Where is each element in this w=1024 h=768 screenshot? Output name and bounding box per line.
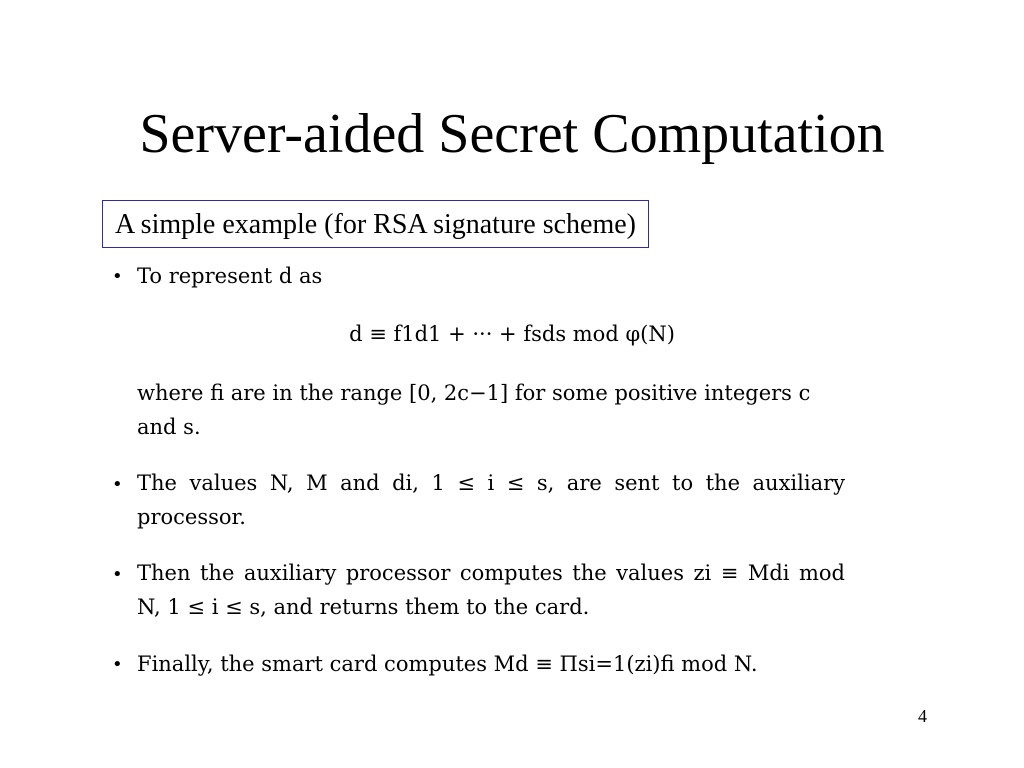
page-number: 4: [918, 706, 927, 726]
bullet-dot: •: [112, 654, 123, 675]
bullet-dot: •: [112, 474, 123, 495]
bullet-2-text: The values N, M and di, 1 ≤ i ≤ s, are sent to the auxiliary processor.: [137, 471, 845, 529]
bullet-1-formula: d ≡ f1d1 + ··· + fsds mod φ(N): [349, 322, 675, 346]
slide-title: Server-aided Secret Computation: [139, 103, 885, 165]
bullet-1-text: To represent d as: [137, 264, 323, 288]
bullet-3-text: Then the auxiliary processor computes the values zi ≡ Mdi mod N, 1 ≤ i ≤ s, and returns them to the card.: [137, 561, 845, 619]
bullet-dot: •: [112, 266, 123, 287]
subtitle-box: A simple example (for RSA signature scheme): [102, 200, 649, 248]
bullet-1-continuation: where fi are in the range [0, 2c−1] for some positive integers c and s.: [137, 381, 811, 439]
bullet-4-text: Finally, the smart card computes Md ≡ Πsi=1(zi)fi mod N.: [137, 652, 758, 676]
bullet-dot: •: [112, 564, 123, 585]
